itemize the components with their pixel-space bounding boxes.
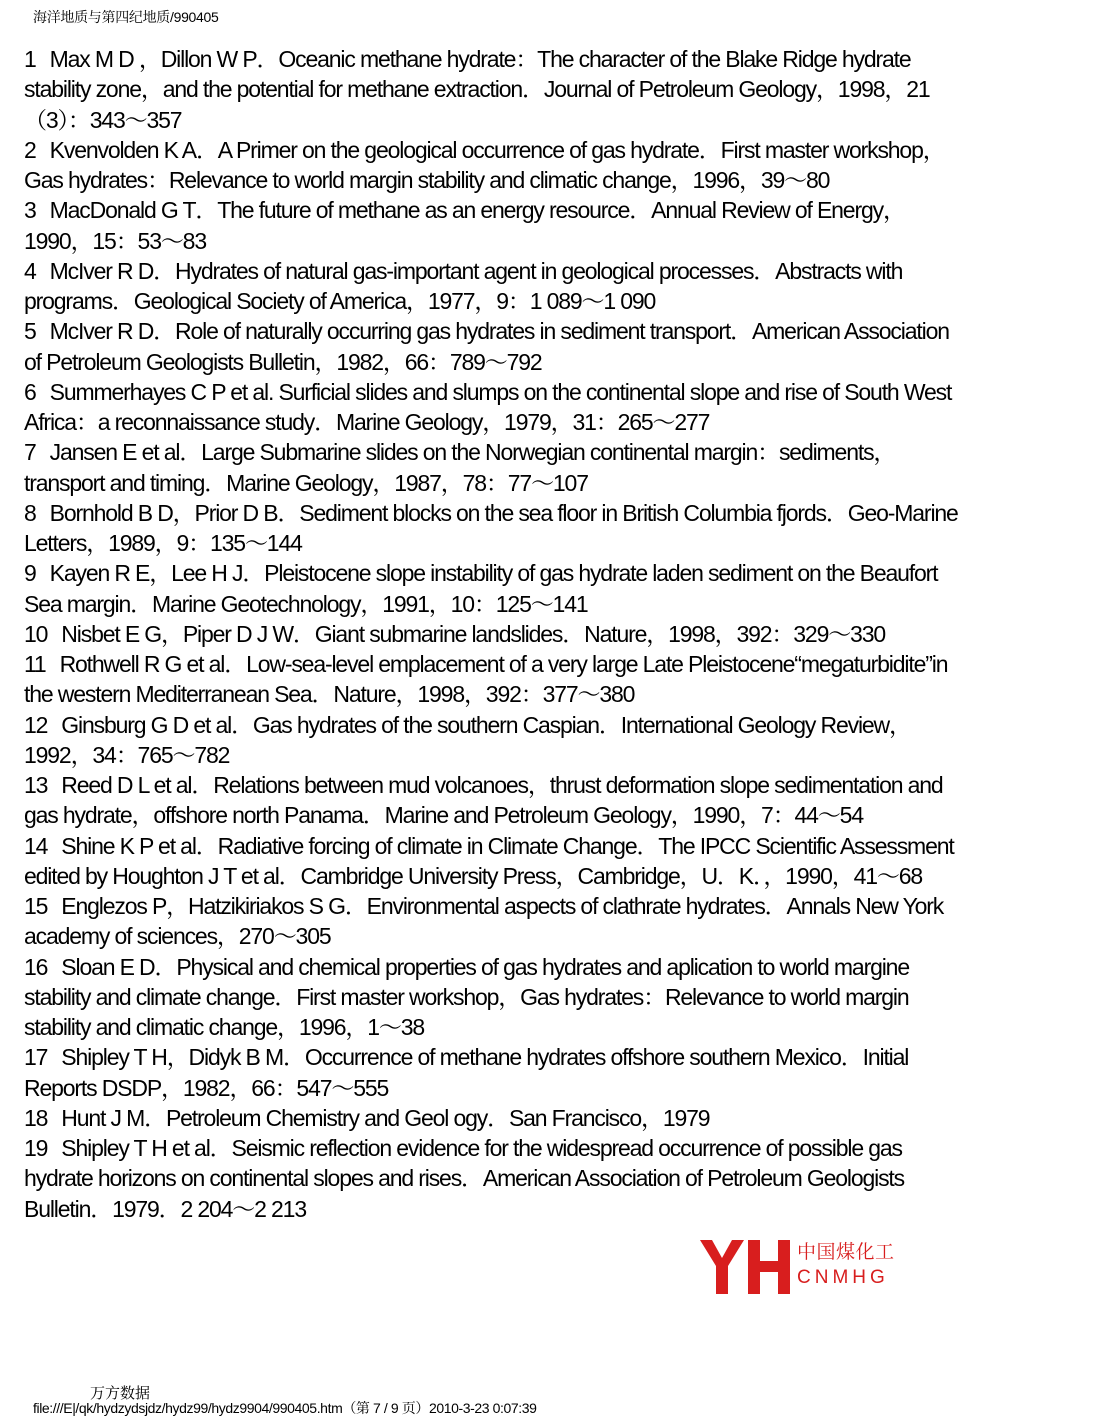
reference-text: Shipley T H，Didyk B M．Occurrence of methane hydrates offshore southern Mexico．Initial Reports DSDP，1982，66：547～555 [24, 1044, 909, 1101]
reference-number: 19 [24, 1135, 48, 1161]
reference-item [24, 135, 969, 196]
reference-item [24, 437, 969, 498]
reference-item [24, 195, 969, 256]
cnmhg-logo-icon [698, 1232, 794, 1296]
watermark [698, 1232, 918, 1296]
reference-text: Bornhold B D，Prior D B．Sediment blocks on the sea floor in British Columbia fjords．Geo-Marine Letters，1989，9：135～144 [24, 499, 958, 556]
reference-number: 2 [24, 136, 36, 163]
reference-item [24, 256, 969, 317]
reference-number: 6 [24, 378, 36, 405]
reference-number: 5 [24, 318, 36, 345]
reference-text: Kvenvolden K A．A Primer on the geological occurrence of gas hydrate．First master workshop，Gas hydrates：Relevance to world margin stability and climatic change，1996，39～80 [24, 136, 945, 193]
reference-number: 14 [24, 832, 48, 859]
footer-url: file:///E|/qk/hydzydsjdz/hydz99/hydz9904/990405.htm（第 7 / 9 页）2010-3-23 0:07:39 [33, 1400, 537, 1416]
reference-text: Hunt J M．Petroleum Chemistry and Geol ogy．San Francisco，1979 [61, 1104, 710, 1131]
reference-text: MacDonald G T．The future of methane as an energy resource．Annual Review of Energy，1990，15：53～83 [24, 197, 905, 254]
reference-number: 18 [24, 1104, 48, 1131]
reference-text: Nisbet E G，Piper D J W．Giant submarine landslides．Nature，1998，392：329～330 [61, 620, 885, 647]
reference-item [24, 498, 969, 559]
reference-number: 17 [24, 1044, 48, 1071]
reference-item [24, 316, 969, 377]
reference-number: 7 [24, 439, 36, 466]
reference-item [24, 44, 969, 135]
reference-list [24, 44, 969, 1224]
reference-item [24, 1103, 969, 1133]
reference-item [24, 558, 969, 619]
reference-item [24, 377, 969, 438]
reference-number: 13 [24, 772, 48, 798]
reference-item [24, 710, 969, 771]
reference-item [24, 1133, 969, 1224]
reference-number: 1 [24, 46, 36, 72]
reference-number: 4 [24, 257, 36, 284]
reference-item [24, 770, 969, 831]
reference-number: 12 [24, 711, 48, 738]
reference-text: Summerhayes C P et al. Surficial slides and slumps on the continental slope and rise of South West Africa：a reconnaissance study．Marine Geology，1979，31：265～277 [24, 378, 952, 435]
reference-number: 3 [24, 197, 36, 224]
watermark-chinese-text: 中国煤化工 [797, 1241, 895, 1263]
reference-number: 15 [24, 893, 48, 919]
reference-text: Reed D L et al．Relations between mud volcanoes，thrust deformation slope sedimentation and gas hydrate，offshore north Panama．Marine and Petroleum Geology，1990，7：44～54 [24, 772, 943, 829]
reference-text: Jansen E et al．Large Submarine slides on the Norwegian continental margin：sediments，transport and timing．Marine Geology，1987，78：77～107 [24, 439, 896, 496]
reference-number: 10 [24, 620, 48, 647]
reference-text: McIver R D．Hydrates of natural gas-important agent in geological processes．Abstracts with programs．Geological Society of America，1977，9：1 089～1 090 [24, 257, 903, 314]
reference-item [24, 1042, 969, 1103]
reference-text: Shine K P et al．Radiative forcing of climate in Climate Change．The IPCC Scientific Assessment edited by Houghton J T et al．Cambridge University Press，Cambridge，U．K．，1990，41～68 [24, 832, 954, 889]
watermark-latin-text: CNMHG [797, 1267, 889, 1288]
reference-number: 11 [24, 651, 46, 677]
reference-text: McIver R D．Role of naturally occurring gas hydrates in sediment transport．American Association of Petroleum Geologists Bulletin，1982，66：789～792 [24, 318, 949, 375]
reference-text: Sloan E D．Physical and chemical properties of gas hydrates and aplication to world margine stability and climate change．First master workshop，Gas hydrates：Relevance to world margin stability and climatic change，1996，1～38 [24, 953, 909, 1040]
reference-item [24, 831, 969, 892]
reference-text: Max M D ，Dillon W P．Oceanic methane hydrate：The character of the Blake Ridge hydrate stability zone，and the potential for methane extraction．Journal of Petroleum Geology，1998，21（3）：343～357 [24, 46, 930, 133]
reference-number: 8 [24, 499, 36, 526]
reference-text: Englezos P，Hatzikiriakos S G．Environmental aspects of clathrate hydrates．Annals New York academy of sciences，270～305 [24, 893, 944, 950]
reference-item [24, 891, 969, 952]
reference-item [24, 649, 969, 710]
reference-text: Ginsburg G D et al．Gas hydrates of the southern Caspian．International Geology Review，1992，34：765～782 [24, 711, 911, 768]
reference-text: Kayen R E，Lee H J．Pleistocene slope instability of gas hydrate laden sediment on the Beaufort Sea margin．Marine Geotechnology，1991，10：125～141 [24, 560, 938, 617]
reference-item [24, 952, 969, 1043]
reference-number: 16 [24, 953, 48, 980]
page-header-path: 海洋地质与第四纪地质/990405 [33, 9, 219, 25]
reference-text: Shipley T H et al．Seismic reflection evidence for the widespread occurrence of possible gas hydrate horizons on continental slopes and rises．American Association of Petroleum Geologists Bulletin．1979．2 204～2 213 [24, 1135, 905, 1222]
reference-text: Rothwell R G et al．Low-sea-level emplacement of a very large Late Pleistocene“megaturbidite”in the western Mediterranean Sea．Nature，1998，392：377～380 [24, 651, 948, 708]
footer-source: 万方数据 [90, 1385, 151, 1402]
reference-item [24, 619, 969, 649]
reference-number: 9 [24, 560, 36, 587]
